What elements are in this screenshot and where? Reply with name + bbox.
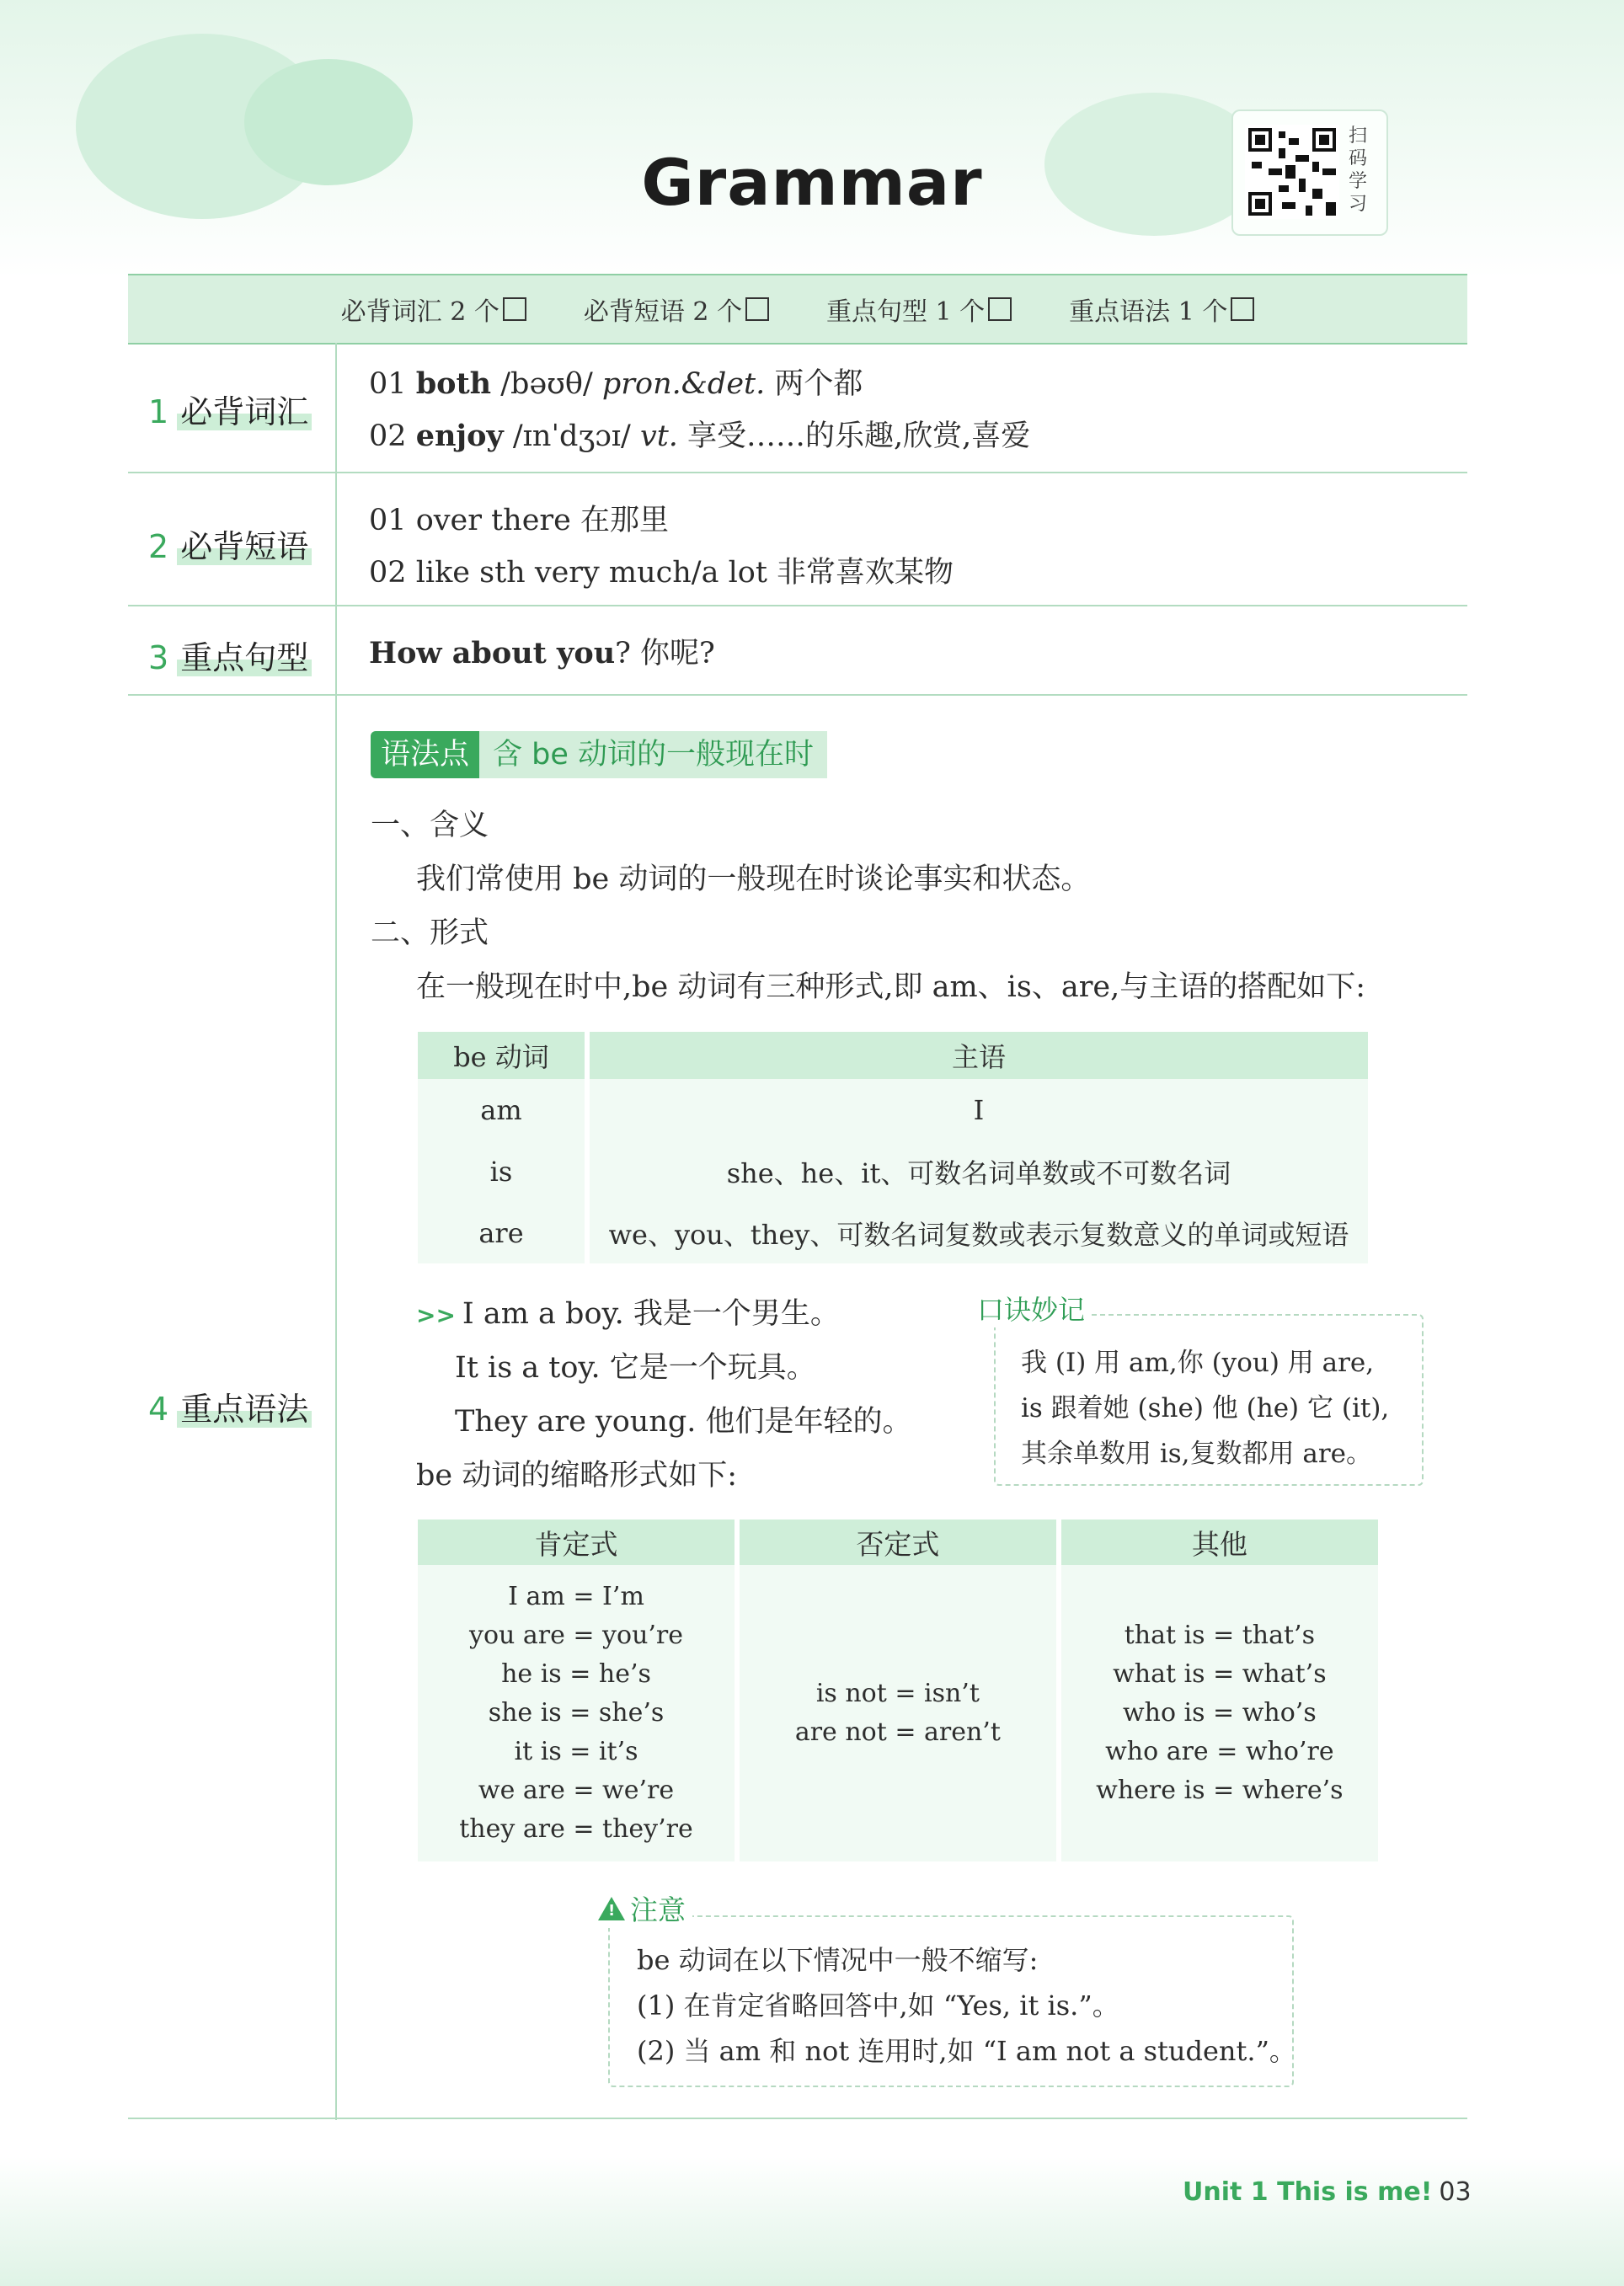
contraction-item: where is = where’s [1096, 1776, 1344, 1805]
vocab-item [369, 361, 863, 403]
example-sentence [455, 1398, 912, 1440]
note-title-text: 注意 [630, 1893, 686, 1926]
section-label-grammar [148, 1383, 312, 1429]
page-title: Grammar [641, 145, 983, 220]
part-of-speech: vt. [639, 419, 678, 453]
phrase-item [369, 549, 954, 591]
contraction-item: we are = we’re [478, 1776, 675, 1805]
table-cell: we、you、they、可数名词复数或表示复数意义的单词或短语 [590, 1202, 1368, 1263]
stat-vocab [341, 291, 526, 328]
checkbox[interactable] [745, 297, 769, 321]
example-text: I am a boy. 我是一个男生。 [462, 1297, 840, 1331]
contraction-item: I am = I’m [508, 1582, 644, 1611]
example-sentence [416, 1290, 840, 1333]
be-verb-subject-table [418, 1032, 1368, 1263]
page-footer [1183, 2177, 1472, 2207]
table-row [418, 1079, 1368, 1140]
grammar-topic: 含 be 动词的一般现在时 [479, 731, 827, 778]
stat-label: 必背词汇 [340, 297, 442, 327]
mnemonic-line: 其余单数用 is,复数都用 are。 [1021, 1439, 1373, 1469]
stat-phrases [584, 291, 769, 328]
contraction-item: that is = that’s [1124, 1621, 1315, 1650]
phrase-text: like sth very much/a lot 非常喜欢某物 [415, 556, 954, 590]
section-number: 1 [148, 393, 169, 430]
phrase-item [369, 497, 669, 539]
grammar-point-tag [371, 731, 827, 778]
note-title [591, 1888, 692, 1928]
heading-meaning: 一、含义 [371, 809, 489, 842]
other-column [1061, 1565, 1378, 1861]
meaning: 两个都 [774, 367, 863, 401]
section-number: 2 [148, 528, 169, 565]
vocab-item [369, 413, 1030, 455]
qr-caption [1344, 125, 1371, 216]
example-sentence [455, 1344, 816, 1386]
contraction-item: they are = they’re [459, 1814, 693, 1844]
double-arrow-icon: >> [416, 1301, 456, 1329]
table-header-row [418, 1032, 1368, 1079]
phonetic: /ɪnˈdʒɔɪ/ [512, 419, 631, 453]
column-header: 其他 [1061, 1520, 1378, 1565]
grammar-tag-label: 语法点 [371, 731, 479, 778]
row-divider [128, 605, 1467, 606]
row-divider [128, 2118, 1467, 2119]
section-title: 必背词汇 [177, 393, 312, 430]
item-number: 01 [369, 504, 407, 537]
table-row [418, 1202, 1368, 1263]
qr-code-icon[interactable] [1245, 125, 1339, 219]
stat-label: 重点语法 [1069, 297, 1171, 327]
meaning: 享受……的乐趣,欣赏,喜爱 [687, 419, 1031, 453]
unit-title: Unit 1 This is me! [1183, 2177, 1433, 2207]
contraction-table [418, 1520, 1378, 1861]
contraction-item: she is = she’s [488, 1698, 665, 1728]
stat-count: 2 个 [692, 297, 742, 327]
table-cell: am [418, 1079, 590, 1140]
mnemonic-line: 我 (I) 用 am,你 (you) 用 are, [1021, 1348, 1375, 1378]
contraction-intro: be 动词的缩略形式如下: [416, 1459, 738, 1493]
note-line: be 动词在以下情况中一般不缩写: [637, 1944, 1039, 1976]
row-divider [128, 694, 1467, 696]
section-title: 重点语法 [177, 1391, 312, 1428]
contraction-item: he is = he’s [501, 1659, 651, 1689]
contraction-item: who are = who’re [1105, 1737, 1334, 1766]
column-header: 肯定式 [418, 1520, 740, 1565]
table-cell: are [418, 1202, 590, 1263]
phonetic: /bəʊθ/ [500, 367, 593, 401]
section-title: 重点句型 [177, 639, 312, 676]
page-number: 03 [1439, 2177, 1472, 2207]
stat-patterns [826, 291, 1012, 328]
column-header: 否定式 [740, 1520, 1061, 1565]
contraction-item: it is = it’s [514, 1737, 638, 1766]
stat-label: 重点句型 [826, 297, 927, 327]
qr-caption-char: 习 [1348, 194, 1367, 215]
note-line: (1) 在肯定省略回答中,如 “Yes, it is.”。 [637, 1990, 1119, 2022]
mnemonic-title [970, 1289, 1092, 1327]
vocab-word: enjoy [415, 419, 504, 453]
contraction-item: are not = aren’t [794, 1717, 1001, 1747]
checkbox[interactable] [988, 297, 1012, 321]
note-line: (2) 当 am 和 not 连用时,如 “I am not a student.”。 [637, 2035, 1296, 2067]
example-text: They are young. 他们是年轻的。 [455, 1405, 912, 1439]
table-header-row [418, 1520, 1378, 1565]
section-label-patterns [148, 632, 312, 678]
pattern-rest: ? 你呢? [615, 637, 715, 670]
table-cell: is [418, 1140, 590, 1202]
stat-label: 必背短语 [583, 297, 685, 327]
negative-column [740, 1565, 1061, 1861]
row-divider [128, 472, 1467, 473]
column-header: be 动词 [418, 1032, 590, 1079]
item-number: 01 [369, 367, 407, 401]
example-text: It is a toy. 它是一个玩具。 [455, 1351, 816, 1385]
vocab-word: both [415, 366, 492, 401]
stat-grammar [1069, 291, 1254, 328]
item-number: 02 [369, 556, 407, 590]
mnemonic-line: is 跟着她 (she) 他 (he) 它 (it), [1021, 1393, 1390, 1423]
pattern-bold: How about you [369, 636, 616, 670]
column-header: 主语 [590, 1032, 1368, 1079]
table-row [418, 1565, 1378, 1861]
warning-icon: ! [598, 1897, 625, 1920]
qr-caption-char: 码 [1348, 148, 1367, 169]
section-label-vocab [148, 386, 312, 432]
part-of-speech: pron.&det. [601, 367, 766, 401]
section-number: 3 [148, 639, 169, 676]
contraction-item: you are = you’re [469, 1621, 684, 1650]
section-label-phrases [148, 521, 312, 567]
stat-count: 1 个 [1178, 297, 1228, 327]
summary-bar [128, 274, 1467, 345]
paragraph-meaning: 我们常使用 be 动词的一般现在时谈论事实和状态。 [416, 863, 1091, 896]
checkbox[interactable] [503, 297, 526, 321]
stat-count: 2 个 [450, 297, 499, 327]
contraction-item: is not = isn’t [815, 1679, 980, 1708]
stat-count: 1 个 [935, 297, 986, 327]
table-cell: she、he、it、可数名词单数或不可数名词 [590, 1140, 1368, 1202]
qr-caption-char: 学 [1348, 171, 1367, 192]
checkbox[interactable] [1231, 297, 1254, 321]
heading-form: 二、形式 [371, 916, 489, 950]
mnemonic-title-text: 口诀妙记 [977, 1294, 1086, 1326]
section-number: 4 [148, 1391, 169, 1428]
affirmative-column [418, 1565, 740, 1861]
column-divider [335, 343, 337, 2120]
item-number: 02 [369, 419, 407, 453]
contraction-item: who is = who’s [1122, 1698, 1317, 1728]
sentence-pattern [369, 630, 715, 672]
paragraph-form: 在一般现在时中,be 动词有三种形式,即 am、is、are,与主语的搭配如下: [416, 970, 1366, 1004]
phrase-text: over there 在那里 [415, 504, 669, 537]
contraction-item: what is = what’s [1113, 1659, 1327, 1689]
table-cell: I [590, 1079, 1368, 1140]
table-row [418, 1140, 1368, 1202]
footer-background [0, 2156, 1624, 2286]
section-title: 必背短语 [177, 528, 312, 565]
qr-caption-char: 扫 [1348, 126, 1367, 147]
